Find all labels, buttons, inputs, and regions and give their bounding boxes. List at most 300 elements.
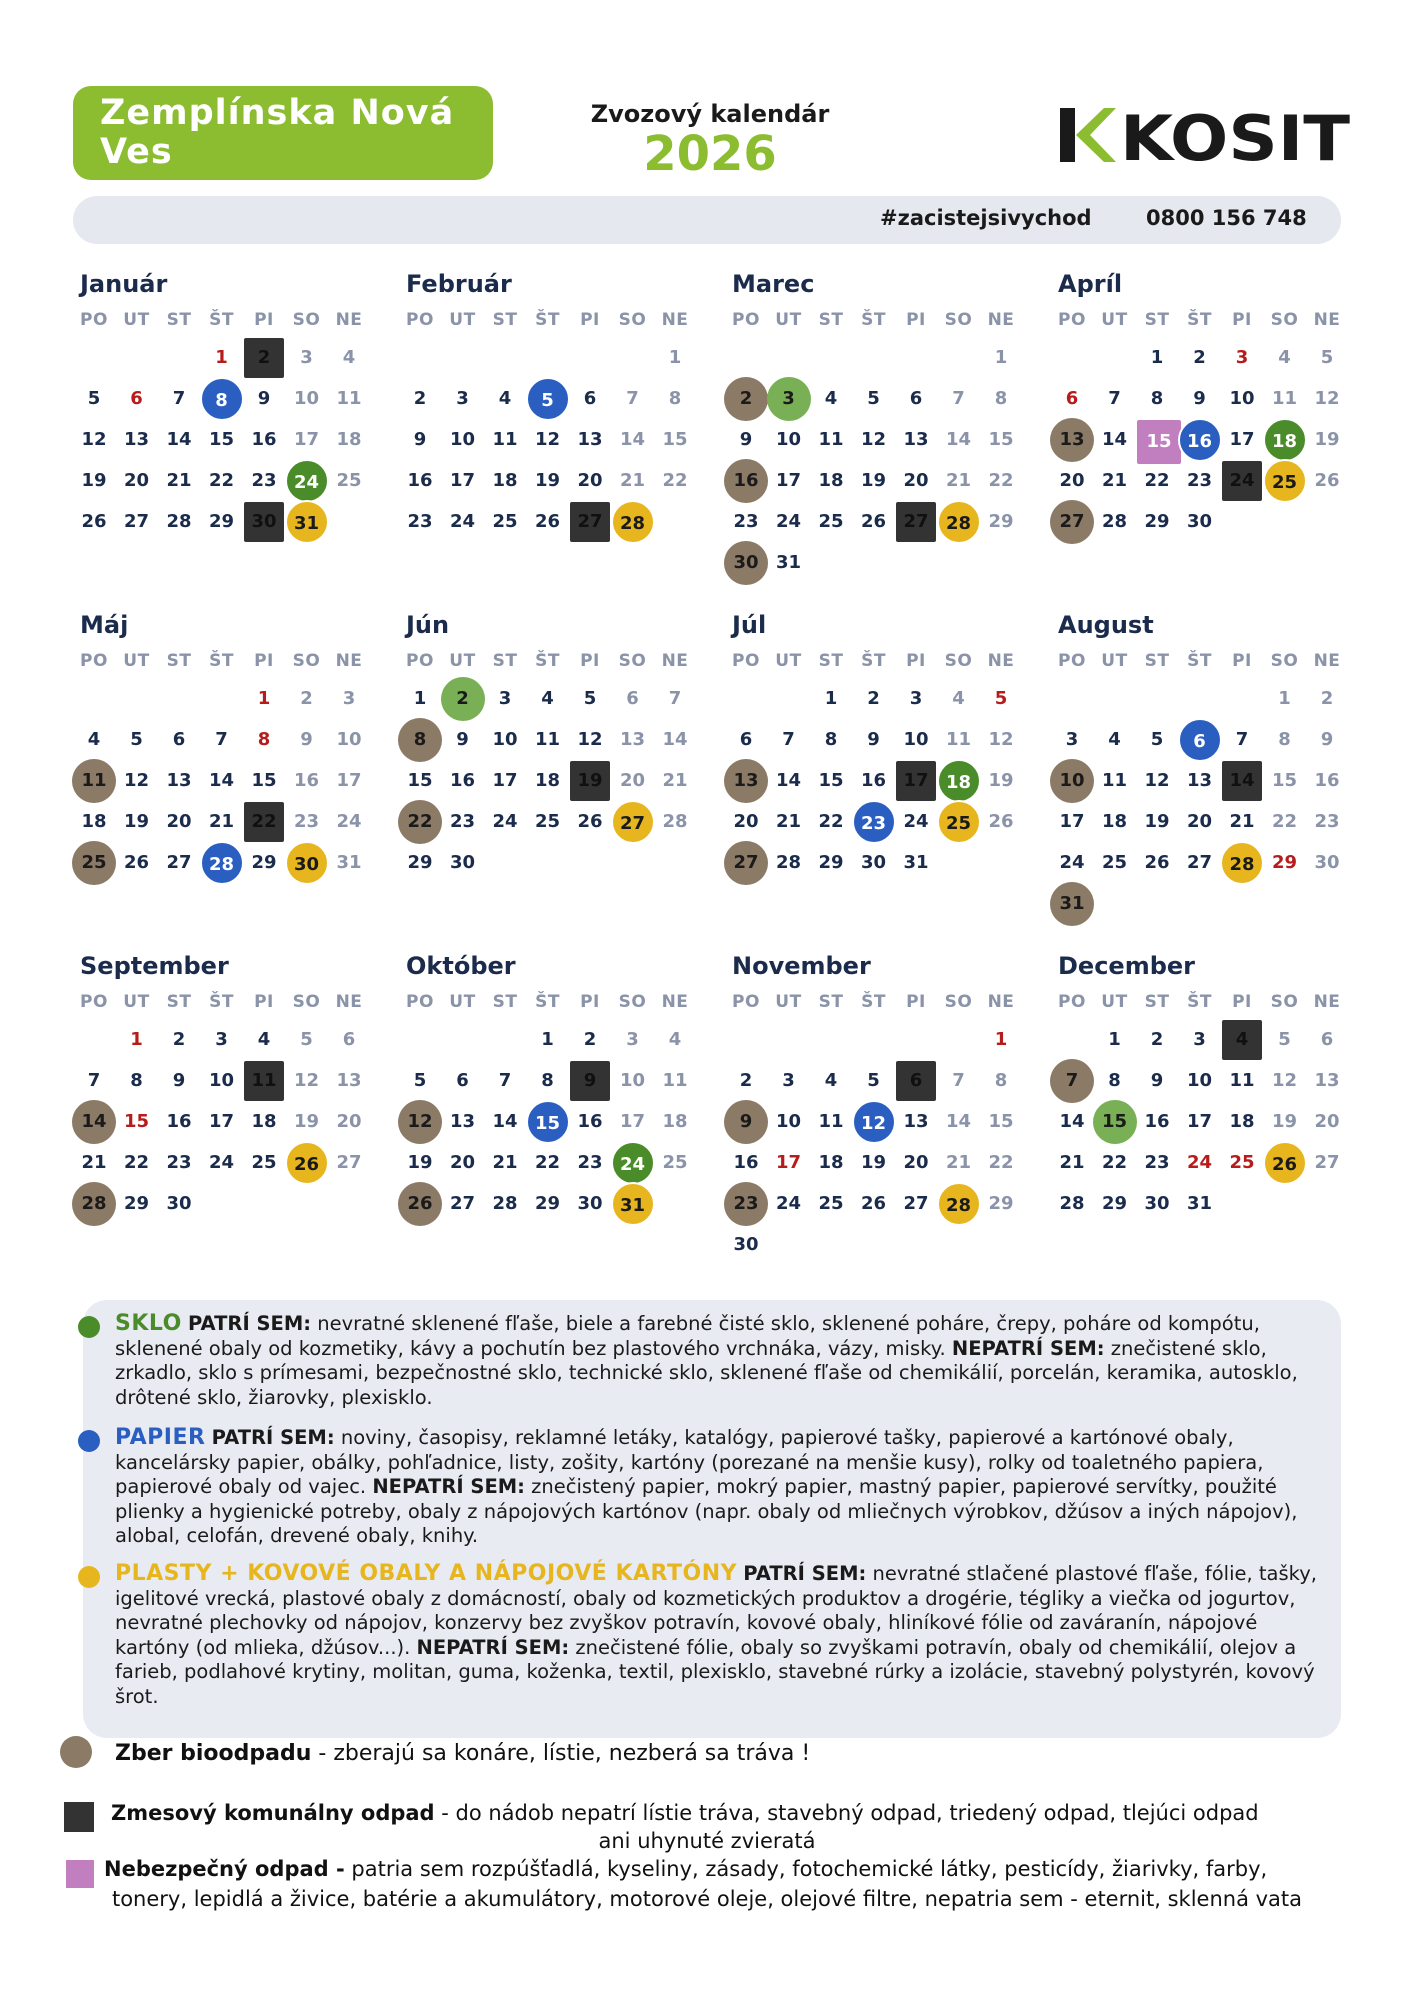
calendar-day: 11 (244, 1061, 284, 1101)
weekday-label: SO (1270, 992, 1299, 1012)
calendar-day: 16 (1178, 418, 1222, 462)
calendar-day: 21 (945, 1152, 972, 1173)
calendar-day: 29 (988, 1193, 1014, 1214)
calendar-day: 25 (662, 1152, 688, 1173)
calendar-day: 3 (767, 377, 811, 421)
calendar-day: 13 (903, 429, 929, 450)
papier-in-label: PATRÍ SEM: (211, 1426, 335, 1449)
calendar-day: 4 (1222, 1020, 1262, 1060)
calendar-day: 1 (1278, 688, 1291, 709)
calendar-day: 17 (492, 770, 518, 791)
calendar-day: 15 (526, 1100, 570, 1144)
calendar-day: 27 (611, 800, 655, 844)
calendar-day: 31 (775, 552, 802, 573)
calendar-day: 14 (72, 1100, 116, 1144)
calendar-day: 12 (398, 1100, 442, 1144)
calendar-day: 5 (413, 1070, 427, 1091)
calendar-day: 25 (251, 1152, 277, 1173)
calendar-day: 12 (534, 429, 561, 450)
calendar-day: 20 (336, 1111, 362, 1132)
weekday-label: UT (1101, 310, 1128, 330)
calendar-day: 14 (945, 429, 972, 450)
calendar-day: 17 (619, 1111, 646, 1132)
zmesovy-legend-line2: ani uhynuté zvieratá (598, 1829, 816, 1853)
calendar-day: 31 (1050, 882, 1094, 926)
calendar-day: 2 (413, 388, 427, 409)
calendar-day: 31 (1186, 1193, 1213, 1214)
weekday-label: NE (661, 310, 689, 330)
calendar-day: 23 (293, 811, 320, 832)
weekday-label: UT (1101, 651, 1128, 671)
calendar-day: 6 (130, 388, 143, 409)
calendar-day: 29 (1101, 1193, 1128, 1214)
calendar-day: 6 (583, 388, 597, 409)
calendar-day: 1 (130, 1029, 143, 1050)
calendar-day: 28 (662, 811, 688, 832)
calendar-day: 18 (336, 429, 362, 450)
calendar-day: 6 (1065, 388, 1079, 409)
calendar-day: 22 (818, 811, 844, 832)
weekday-label: PO (80, 992, 108, 1012)
calendar-day: 14 (662, 729, 688, 750)
calendar-day: 13 (619, 729, 646, 750)
calendar-day: 28 (937, 500, 981, 544)
bio-legend-icon (60, 1736, 92, 1768)
calendar-day: 22 (1144, 470, 1170, 491)
weekday-label: UT (123, 310, 150, 330)
calendar-day: 19 (570, 761, 610, 801)
nebezpecny-legend (104, 1856, 1267, 1883)
weekday-label: UT (775, 310, 802, 330)
weekday-label: ST (1144, 310, 1170, 330)
calendar-day: 7 (952, 1070, 965, 1091)
calendar-day: 7 (952, 388, 965, 409)
calendar-day: 21 (619, 470, 646, 491)
calendar-day: 27 (1314, 1152, 1340, 1173)
calendar-day: 11 (72, 759, 116, 803)
calendar-day: 11 (945, 729, 972, 750)
calendar-day: 29 (1144, 511, 1170, 532)
calendar-day: 15 (251, 770, 277, 791)
calendar-day: 30 (1314, 852, 1340, 873)
calendar-day: 1 (824, 688, 838, 709)
papier-in-text: noviny, časopisy, reklamné letáky, katalógy, papierové tašky, papierové a kartónové obaly, kancelársky papier, obálky, pohľadnice, listy, zošity, kartóny (porezané na menšie kusy), rolky od toaletného papiera, papierové obaly od vajec. (115, 1426, 1264, 1498)
nebezpecny-legend-line2: tonery, lepidlá a živice, batérie a akumulátory, motorové oleje, olejové filtre, nepatria sem - eternit, sklenná vata (111, 1887, 1303, 1911)
calendar-day: 25 (818, 1193, 844, 1214)
calendar-day: 22 (208, 470, 235, 491)
calendar-day: 8 (994, 1070, 1008, 1091)
calendar-day: 28 (72, 1182, 116, 1226)
calendar-day: 2 (724, 377, 768, 421)
weekday-label: PI (580, 310, 600, 330)
calendar-day: 28 (775, 852, 802, 873)
calendar-day: 20 (1059, 470, 1085, 491)
calendar-day: 28 (492, 1193, 518, 1214)
calendar-day: 5 (87, 388, 101, 409)
calendar-day: 27 (896, 502, 936, 542)
calendar-day: 29 (251, 852, 277, 873)
calendar-day: 31 (611, 1182, 655, 1226)
calendar-day: 8 (398, 718, 442, 762)
calendar-day: 9 (1320, 729, 1334, 750)
calendar-day: 12 (123, 770, 150, 791)
calendar-day: 20 (1314, 1111, 1340, 1132)
calendar-day: 25 (1229, 1152, 1255, 1173)
calendar-day: 8 (668, 388, 682, 409)
calendar-day: 21 (81, 1152, 107, 1173)
calendar-day: 25 (1263, 459, 1307, 503)
calendar-day: 14 (1101, 429, 1128, 450)
calendar-day: 3 (782, 1070, 795, 1091)
weekday-label: PI (1232, 992, 1252, 1012)
weekday-label: PI (580, 992, 600, 1012)
calendar-day: 1 (413, 688, 427, 709)
calendar-day: 26 (577, 811, 603, 832)
phone-number: 0800 156 748 (1146, 206, 1307, 230)
calendar-day: 11 (1271, 388, 1298, 409)
calendar-day: 26 (123, 852, 150, 873)
calendar-day: 28 (1059, 1193, 1085, 1214)
calendar-day: 10 (775, 429, 802, 450)
calendar-day: 26 (1263, 1141, 1307, 1185)
calendar-day: 6 (896, 1061, 936, 1101)
weekday-label: PO (1058, 651, 1086, 671)
calendar-day: 19 (534, 470, 561, 491)
calendar-day: 4 (824, 388, 838, 409)
nebezpecny-legend-icon (66, 1860, 94, 1888)
calendar-day: 10 (619, 1070, 646, 1091)
calendar-day: 27 (449, 1193, 476, 1214)
calendar-day: 14 (1059, 1111, 1085, 1132)
plasty-info (115, 1562, 1325, 1709)
calendar-day: 9 (172, 1070, 186, 1091)
weekday-label: ŠT (535, 310, 560, 330)
calendar-day: 24 (1222, 461, 1262, 501)
calendar-day: 8 (1150, 388, 1164, 409)
weekday-label: UT (123, 992, 150, 1012)
calendar-day: 12 (1144, 770, 1170, 791)
calendar-day: 13 (166, 770, 192, 791)
calendar-day: 8 (200, 377, 244, 421)
calendar-day: 28 (937, 1182, 981, 1226)
calendar-day: 25 (937, 800, 981, 844)
month-name: Júl (732, 611, 767, 639)
calendar-day: 26 (285, 1141, 329, 1185)
calendar-day: 13 (1186, 770, 1213, 791)
calendar-day: 12 (293, 1070, 320, 1091)
calendar-day: 5 (526, 377, 570, 421)
calendar-day: 12 (860, 429, 887, 450)
calendar-day: 13 (1050, 418, 1094, 462)
calendar-day: 19 (1314, 429, 1340, 450)
weekday-label: SO (944, 651, 973, 671)
calendar-day: 30 (449, 852, 476, 873)
calendar-day: 11 (818, 1111, 844, 1132)
weekday-label: PO (1058, 310, 1086, 330)
calendar-day: 9 (257, 388, 271, 409)
calendar-day: 27 (724, 841, 768, 885)
calendar-day: 20 (903, 470, 929, 491)
calendar-day: 11 (1101, 770, 1128, 791)
calendar-day: 5 (1320, 347, 1334, 368)
calendar-day: 24 (1059, 852, 1085, 873)
calendar-day: 18 (492, 470, 518, 491)
calendar-day: 14 (208, 770, 235, 791)
papier-dot-icon (78, 1430, 100, 1452)
weekday-label: NE (335, 310, 363, 330)
papier-info (115, 1426, 1325, 1549)
weekday-label: ŠT (861, 992, 886, 1012)
bio-legend (115, 1740, 810, 1767)
zmesovy-legend-text: - do nádob nepatrí lístie tráva, stavebný odpad, triedený odpad, tlejúci odpad (434, 1801, 1259, 1825)
calendar-day: 18 (937, 759, 981, 803)
calendar-day: 5 (300, 1029, 313, 1050)
calendar-day: 29 (208, 511, 235, 532)
calendar-day: 22 (1271, 811, 1298, 832)
calendar-day: 30 (1186, 511, 1213, 532)
calendar-day: 28 (611, 500, 655, 544)
calendar-day: 13 (336, 1070, 362, 1091)
weekday-label: SO (1270, 310, 1299, 330)
calendar-day: 19 (123, 811, 150, 832)
calendar-day: 16 (293, 770, 320, 791)
calendar-day: 1 (1150, 347, 1164, 368)
calendar-day: 27 (903, 1193, 929, 1214)
weekday-label: UT (449, 651, 476, 671)
weekday-label: PI (254, 992, 274, 1012)
calendar-day: 19 (1271, 1111, 1298, 1132)
calendar-day: 21 (945, 470, 972, 491)
calendar-day: 8 (130, 1070, 143, 1091)
sklo-out-text: znečistené sklo, zrkadlo, sklo s prímesami, bezpečnostné sklo, technické sklo, sklenené fľaše od chemikálií, porcelán, keramika, autosklo, drôtené sklo, žiarovky, plexisklo. (115, 1336, 1298, 1409)
calendar-day: 20 (449, 1152, 476, 1173)
weekday-label: UT (449, 992, 476, 1012)
plasty-dot-icon (78, 1566, 100, 1588)
calendar-day: 20 (733, 811, 759, 832)
weekday-label: ŠT (1187, 310, 1212, 330)
calendar-day: 2 (739, 1070, 753, 1091)
calendar-day: 14 (945, 1111, 972, 1132)
calendar-day: 4 (952, 688, 965, 709)
calendar-day: 6 (626, 688, 639, 709)
calendar-day: 10 (208, 1070, 235, 1091)
calendar-day: 19 (860, 1152, 887, 1173)
calendar-day: 25 (336, 470, 362, 491)
calendar-day: 20 (619, 770, 646, 791)
calendar-day: 28 (166, 511, 192, 532)
calendar-day: 23 (852, 800, 896, 844)
calendar-day: 21 (775, 811, 802, 832)
calendar-day: 1 (668, 347, 682, 368)
calendar-day: 11 (492, 429, 518, 450)
calendar-day: 13 (724, 759, 768, 803)
calendar-day: 27 (1050, 500, 1094, 544)
calendar-day: 23 (449, 811, 476, 832)
weekday-label: ŠT (1187, 651, 1212, 671)
calendar-day: 10 (1229, 388, 1255, 409)
calendar-day: 7 (1108, 388, 1121, 409)
calendar-day: 24 (285, 459, 329, 503)
calendar-day: 7 (87, 1070, 101, 1091)
weekday-label: ŠT (209, 651, 234, 671)
weekday-label: UT (775, 992, 802, 1012)
calendar-day: 4 (1278, 347, 1291, 368)
calendar-day: 25 (72, 841, 116, 885)
calendar-day: 3 (626, 1029, 639, 1050)
calendar-day: 14 (166, 429, 192, 450)
calendar-day: 10 (449, 429, 476, 450)
calendar-title: Zvozový kalendár (590, 100, 830, 128)
calendar-day: 24 (775, 511, 802, 532)
calendar-day: 31 (336, 852, 362, 873)
weekday-label: PO (406, 651, 434, 671)
calendar-day: 11 (336, 388, 362, 409)
calendar-day: 10 (336, 729, 362, 750)
calendar-day: 4 (257, 1029, 271, 1050)
calendar-day: 6 (172, 729, 186, 750)
calendar-day: 7 (782, 729, 795, 750)
calendar-day: 30 (860, 852, 887, 873)
calendar-day: 2 (583, 1029, 597, 1050)
calendar-day: 3 (1193, 1029, 1206, 1050)
bio-legend-text: - zberajú sa konáre, lístie, nezberá sa tráva ! (311, 1741, 811, 1766)
calendar-day: 23 (577, 1152, 603, 1173)
weekday-label: PI (254, 651, 274, 671)
calendar-day: 8 (257, 729, 271, 750)
weekday-label: SO (292, 310, 321, 330)
calendar-day: 14 (775, 770, 802, 791)
papier-out-text: znečistený papier, mokrý papier, mastný papier, papierové servítky, použité plienky a hygienické potreby, obaly z nápojových kartónov (napr. obaly od mliečnych výrobkov, džúsov a iných nápojov), alobal, celofán, drevené obaly, knihy. (115, 1475, 1298, 1547)
weekday-label: UT (1101, 992, 1128, 1012)
calendar-day: 11 (662, 1070, 688, 1091)
calendar-day: 25 (492, 511, 518, 532)
calendar-day: 6 (739, 729, 753, 750)
weekday-label: NE (987, 310, 1015, 330)
calendar-day: 18 (662, 1111, 688, 1132)
weekday-label: NE (661, 992, 689, 1012)
calendar-day: 24 (449, 511, 476, 532)
weekday-label: NE (1313, 651, 1341, 671)
calendar-day: 10 (1186, 1070, 1213, 1091)
calendar-day: 7 (172, 388, 186, 409)
weekday-label: NE (987, 992, 1015, 1012)
calendar-day: 13 (903, 1111, 929, 1132)
weekday-label: UT (775, 651, 802, 671)
month-name: Jún (406, 611, 450, 639)
weekday-label: PI (580, 651, 600, 671)
calendar-day: 22 (988, 1152, 1014, 1173)
nebezpecny-legend-label: Nebezpečný odpad - (104, 1857, 345, 1881)
kosit-logo (1060, 106, 1354, 164)
calendar-day: 20 (1186, 811, 1213, 832)
calendar-day: 18 (818, 1152, 844, 1173)
weekday-label: ST (818, 310, 844, 330)
calendar-day: 2 (1320, 688, 1334, 709)
sklo-dot-icon (78, 1316, 100, 1338)
calendar-day: 5 (1278, 1029, 1291, 1050)
calendar-day: 1 (994, 1029, 1008, 1050)
calendar-day: 9 (456, 729, 469, 750)
calendar-day: 23 (407, 511, 433, 532)
weekday-label: PO (406, 992, 434, 1012)
weekday-label: ŠT (209, 310, 234, 330)
calendar-day: 7 (668, 688, 682, 709)
weekday-label: UT (123, 651, 150, 671)
calendar-day: 16 (577, 1111, 603, 1132)
calendar-day: 21 (662, 770, 688, 791)
calendar-day: 2 (867, 688, 880, 709)
calendar-day: 13 (449, 1111, 476, 1132)
calendar-day: 16 (1144, 1111, 1170, 1132)
calendar-day: 4 (824, 1070, 838, 1091)
calendar-day: 24 (492, 811, 518, 832)
weekday-label: PO (80, 651, 108, 671)
town-name: Zemplínska Nová Ves (100, 93, 455, 172)
calendar-day: 16 (407, 470, 433, 491)
calendar-day: 22 (1101, 1152, 1128, 1173)
calendar-day: 10 (903, 729, 929, 750)
weekday-label: ST (166, 651, 192, 671)
calendar-day: 30 (1144, 1193, 1170, 1214)
weekday-label: SO (944, 310, 973, 330)
calendar-day: 9 (570, 1061, 610, 1101)
weekday-label: ŠT (1187, 992, 1212, 1012)
weekday-label: PI (1232, 310, 1252, 330)
weekday-label: SO (944, 992, 973, 1012)
papier-out-label: NEPATRÍ SEM: (372, 1475, 525, 1498)
calendar-day: 22 (662, 470, 688, 491)
calendar-day: 19 (81, 470, 107, 491)
calendar-day: 26 (534, 511, 561, 532)
weekday-label: NE (987, 651, 1015, 671)
calendar-day: 15 (818, 770, 844, 791)
calendar-day: 15 (208, 429, 235, 450)
calendar-day: 10 (1050, 759, 1094, 803)
zmesovy-legend-label: Zmesový komunálny odpad (111, 1801, 435, 1825)
calendar-day: 23 (1144, 1152, 1170, 1173)
calendar-day: 6 (1178, 718, 1222, 762)
calendar-day: 2 (1150, 1029, 1164, 1050)
weekday-label: SO (292, 651, 321, 671)
calendar-day: 23 (733, 511, 759, 532)
calendar-day: 15 (988, 1111, 1014, 1132)
calendar-day: 29 (407, 852, 433, 873)
calendar-day: 18 (81, 811, 107, 832)
calendar-day: 8 (541, 1070, 554, 1091)
nebezpecny-legend-text: patria sem rozpúšťadlá, kyseliny, zásady, fotochemické látky, pesticídy, žiarivky, farby, (344, 1857, 1268, 1881)
calendar-day: 3 (215, 1029, 228, 1050)
calendar-day: 7 (498, 1070, 512, 1091)
calendar-day: 18 (1263, 418, 1307, 462)
calendar-day: 3 (300, 347, 313, 368)
calendar-day: 17 (896, 761, 936, 801)
month-name: September (80, 952, 229, 980)
calendar-day: 9 (1150, 1070, 1164, 1091)
calendar-day: 15 (662, 429, 688, 450)
calendar-day: 4 (342, 347, 356, 368)
calendar-day: 1 (1108, 1029, 1121, 1050)
calendar-day: 18 (818, 470, 844, 491)
calendar-day: 6 (342, 1029, 356, 1050)
calendar-day: 31 (903, 852, 929, 873)
calendar-day: 22 (244, 802, 284, 842)
calendar-day: 6 (909, 388, 923, 409)
papier-heading: PAPIER (115, 1425, 206, 1450)
calendar-day: 17 (449, 470, 476, 491)
calendar-day: 5 (130, 729, 143, 750)
weekday-label: NE (335, 651, 363, 671)
weekday-label: PO (1058, 992, 1086, 1012)
